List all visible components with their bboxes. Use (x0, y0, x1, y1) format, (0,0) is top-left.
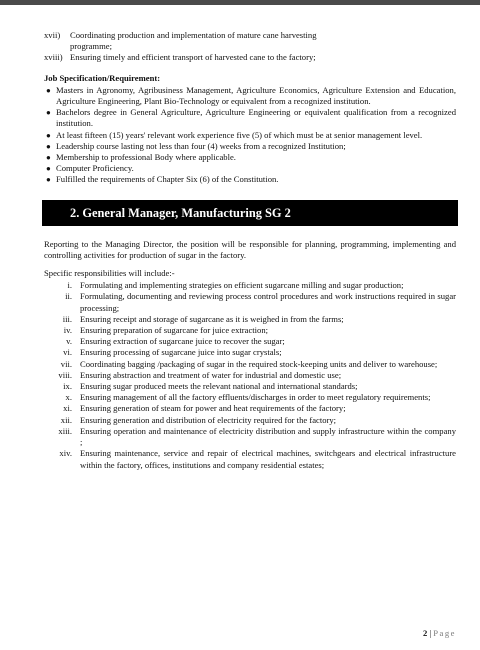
bullet-text: Masters in Agronomy, Agribusiness Management, Agriculture Economics, Agriculture Extension and Education, Agriculture Engineering, Plant Bio-Technology or equivalent from a recognized institution. (56, 84, 456, 107)
bullet-text: Leadership course lasting not less than four (4) weeks from a recognized Institution; (56, 140, 346, 151)
list-item (44, 30, 456, 52)
list-item (44, 381, 456, 392)
top-items (44, 30, 456, 64)
list-item (44, 415, 456, 426)
document-page (44, 30, 456, 471)
item-number: xvii) (44, 30, 61, 40)
item-text: Ensuring operation and maintenance of electricity distribution and supply infrastructure within the company ; (80, 425, 456, 448)
list-item (44, 163, 456, 174)
list-item (44, 280, 456, 291)
item-text: Ensuring preparation of sugarcane for juice extraction; (80, 325, 269, 336)
item-number: xiii. (58, 425, 72, 436)
list-item (44, 359, 456, 370)
item-text: Ensuring generation and distribution of electricity required for the factory; (80, 414, 337, 425)
list-item (44, 347, 456, 358)
item-number: viii. (58, 369, 72, 380)
list-item (44, 174, 456, 185)
item-number: ii. (65, 291, 72, 302)
list-item (44, 403, 456, 414)
responsibilities-list (44, 280, 456, 470)
page-label: Page (433, 628, 456, 638)
bullet-text: Computer Proficiency. (56, 163, 134, 174)
item-text: Ensuring management of all the factory effluents/discharges in order to meet regulatory requirements; (80, 392, 431, 403)
list-item (44, 85, 456, 107)
page-number: 2 (422, 628, 428, 638)
bullet-icon: ● (46, 85, 51, 95)
list-item (44, 392, 456, 403)
list-item (44, 325, 456, 336)
list-item (44, 141, 456, 152)
bullet-text: Membership to professional Body where applicable. (56, 152, 236, 163)
list-item (44, 291, 456, 313)
list-item (44, 426, 456, 448)
item-text: Ensuring generation of steam for power and heat requirements of the factory; (80, 403, 346, 414)
list-item (44, 152, 456, 163)
item-text: Coordinating bagging /packaging of sugar in the required stock-keeping units and deliver to warehouse; (80, 358, 438, 369)
item-number: iv. (63, 325, 72, 336)
bullet-icon: ● (46, 141, 51, 151)
item-text: Ensuring maintenance, service and repair of electrical machines, switchgears and electrical infrastructure within the factory, offices, institutions and company residential estates; (80, 448, 456, 470)
responsibilities-label: Specific responsibilities will include:- (44, 268, 175, 279)
item-number: x. (65, 392, 72, 403)
item-text: Ensuring processing of sugarcane juice into sugar crystals; (80, 347, 282, 358)
top-bar (0, 0, 480, 5)
list-item (44, 336, 456, 347)
item-number: xviii) (44, 52, 63, 63)
item-text: programme; (70, 41, 112, 52)
item-number: vi. (63, 347, 72, 358)
list-item (44, 370, 456, 381)
list-item (44, 314, 456, 325)
item-text: Formulating, documenting and reviewing process control procedures and work instructions required in sugar processing; (80, 291, 456, 313)
bullet-icon: ● (46, 153, 51, 163)
item-text: Ensuring receipt and storage of sugarcane as it is weighed in from the farms; (80, 313, 344, 324)
list-item (44, 448, 456, 470)
item-text: Ensuring extraction of sugarcane juice to recover the sugar; (80, 336, 285, 347)
page-footer (423, 628, 456, 639)
item-text: Ensuring abstraction and treatment of water for industrial and domestic use; (80, 369, 342, 380)
footer-separator: | (427, 628, 434, 638)
item-number: xiv. (59, 448, 72, 459)
item-number: xi. (63, 403, 72, 414)
section-heading: 2. General Manager, Manufacturing SG 2 (42, 200, 458, 226)
item-number: iii. (62, 313, 72, 324)
bullet-text: Fulfilled the requirements of Chapter Six (6) of the Constitution. (56, 174, 279, 185)
section-intro: Reporting to the Managing Director, the position will be responsible for planning, programming, implementing and controlling activities for production of sugar in the factory. (44, 238, 456, 260)
item-text: Ensuring sugar produced meets the relevant national and international standards; (80, 381, 358, 392)
bullet-icon: ● (46, 175, 51, 185)
job-spec-heading: Job Specification/Requirement: (44, 72, 161, 83)
bullet-icon: ● (46, 108, 51, 118)
item-number: i. (67, 280, 72, 291)
job-spec-list (44, 85, 456, 186)
item-number: vii. (60, 358, 72, 369)
bullet-text: At least fifteen (15) years' relevant work experience five (5) of which must be at senior management level. (56, 129, 423, 140)
bullet-icon: ● (46, 164, 51, 174)
list-item (44, 107, 456, 129)
item-number: xii. (60, 414, 72, 425)
list-item (44, 52, 456, 63)
item-text: Formulating and implementing strategies on efficient sugarcane milling and sugar production; (80, 280, 404, 291)
item-text: Coordinating production and implementation of mature cane harvesting (70, 30, 317, 40)
item-text: Ensuring timely and efficient transport of harvested cane to the factory; (70, 52, 316, 63)
list-item (44, 130, 456, 141)
item-number: v. (66, 336, 72, 347)
bullet-text: Bachelors degree in General Agriculture, Agriculture Engineering or equivalent qualification from a recognized institution. (56, 107, 456, 129)
item-number: ix. (63, 381, 72, 392)
bullet-icon: ● (46, 130, 51, 140)
